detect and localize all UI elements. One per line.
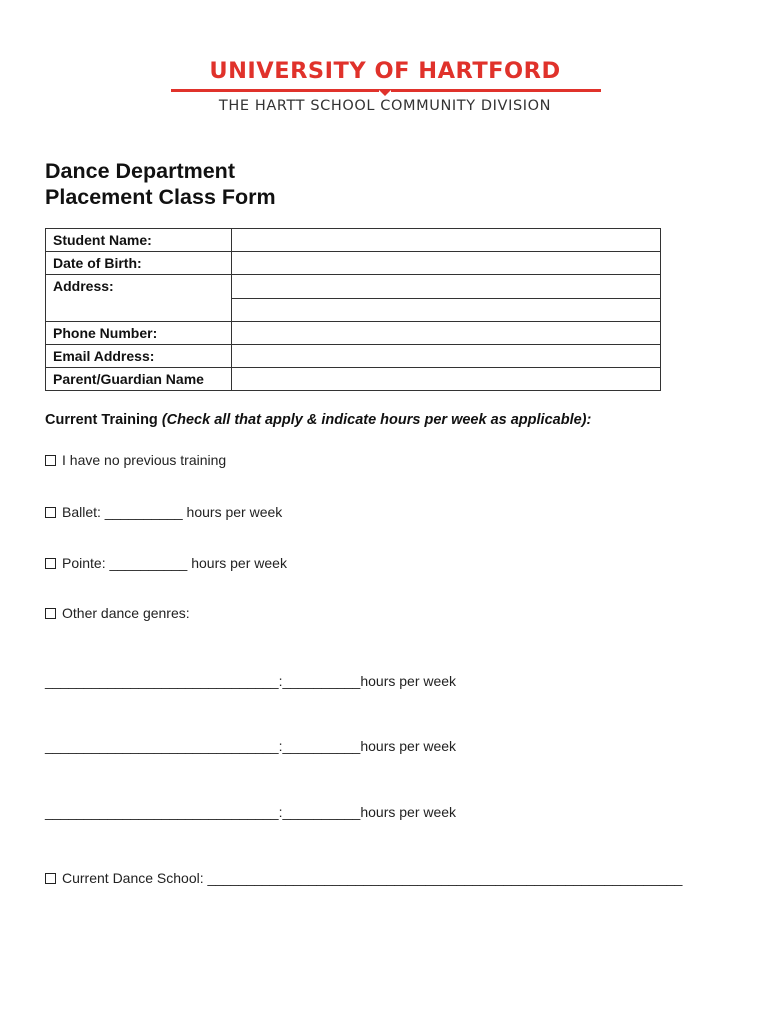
- logo-title: UNIVERSITY OF HARTFORD: [209, 58, 561, 84]
- current-school-label: Current Dance School: _____________________________________________________________: [62, 870, 683, 886]
- other-genres-label: Other dance genres:: [62, 605, 190, 621]
- other-genres-checkbox[interactable]: [45, 608, 56, 619]
- parent-guardian-field[interactable]: [232, 368, 661, 391]
- student-name-field[interactable]: [232, 229, 661, 252]
- phone-number-label: Phone Number:: [46, 322, 232, 345]
- pointe-label: Pointe: __________ hours per week: [62, 555, 287, 571]
- phone-number-field[interactable]: [232, 322, 661, 345]
- training-heading-instructions: (Check all that apply & indicate hours per week as applicable):: [161, 412, 592, 428]
- table-row: [46, 322, 661, 345]
- training-heading-text: Current Training: [45, 412, 162, 428]
- student-info-table: [45, 228, 661, 391]
- no-training-label: I have no previous training: [62, 452, 227, 468]
- logo-subtitle: THE HARTT SCHOOL COMMUNITY DIVISION: [218, 98, 552, 114]
- table-row: [46, 275, 661, 299]
- option-other-genres: [45, 605, 190, 621]
- genre-line-1[interactable]: ______________________________:__________hours per week: [45, 673, 457, 689]
- email-address-label: Email Address:: [46, 345, 232, 368]
- logo-rule-left: [171, 89, 379, 92]
- table-row: [46, 368, 661, 391]
- table-row: [46, 252, 661, 275]
- genre-line-3[interactable]: ______________________________:__________hours per week: [45, 804, 457, 820]
- no-training-checkbox[interactable]: [45, 455, 56, 466]
- option-current-school: [45, 870, 682, 886]
- address-field-line1[interactable]: [232, 275, 661, 299]
- current-training-heading: [45, 412, 591, 428]
- email-address-field[interactable]: [232, 345, 661, 368]
- ballet-label: Ballet: __________ hours per week: [62, 504, 283, 520]
- university-logo: [165, 58, 605, 122]
- option-no-training: [45, 452, 226, 468]
- genre-line-2[interactable]: ______________________________:__________hours per week: [45, 738, 457, 754]
- parent-guardian-label: Parent/Guardian Name: [46, 368, 232, 391]
- date-of-birth-label: Date of Birth:: [46, 252, 232, 275]
- table-row: [46, 345, 661, 368]
- option-ballet: [45, 504, 282, 520]
- current-school-checkbox[interactable]: [45, 873, 56, 884]
- ballet-checkbox[interactable]: [45, 507, 56, 518]
- form-title: [45, 158, 276, 210]
- option-pointe: [45, 555, 287, 571]
- address-field-line2[interactable]: [232, 298, 661, 322]
- form-title-line1: Dance Department: [45, 159, 235, 183]
- pointe-checkbox[interactable]: [45, 558, 56, 569]
- logo-rule-right: [391, 89, 601, 92]
- address-label: Address:: [46, 275, 232, 322]
- date-of-birth-field[interactable]: [232, 252, 661, 275]
- table-row: [46, 229, 661, 252]
- logo-notch: [378, 89, 392, 96]
- form-title-line2: Placement Class Form: [45, 185, 276, 209]
- student-name-label: Student Name:: [46, 229, 232, 252]
